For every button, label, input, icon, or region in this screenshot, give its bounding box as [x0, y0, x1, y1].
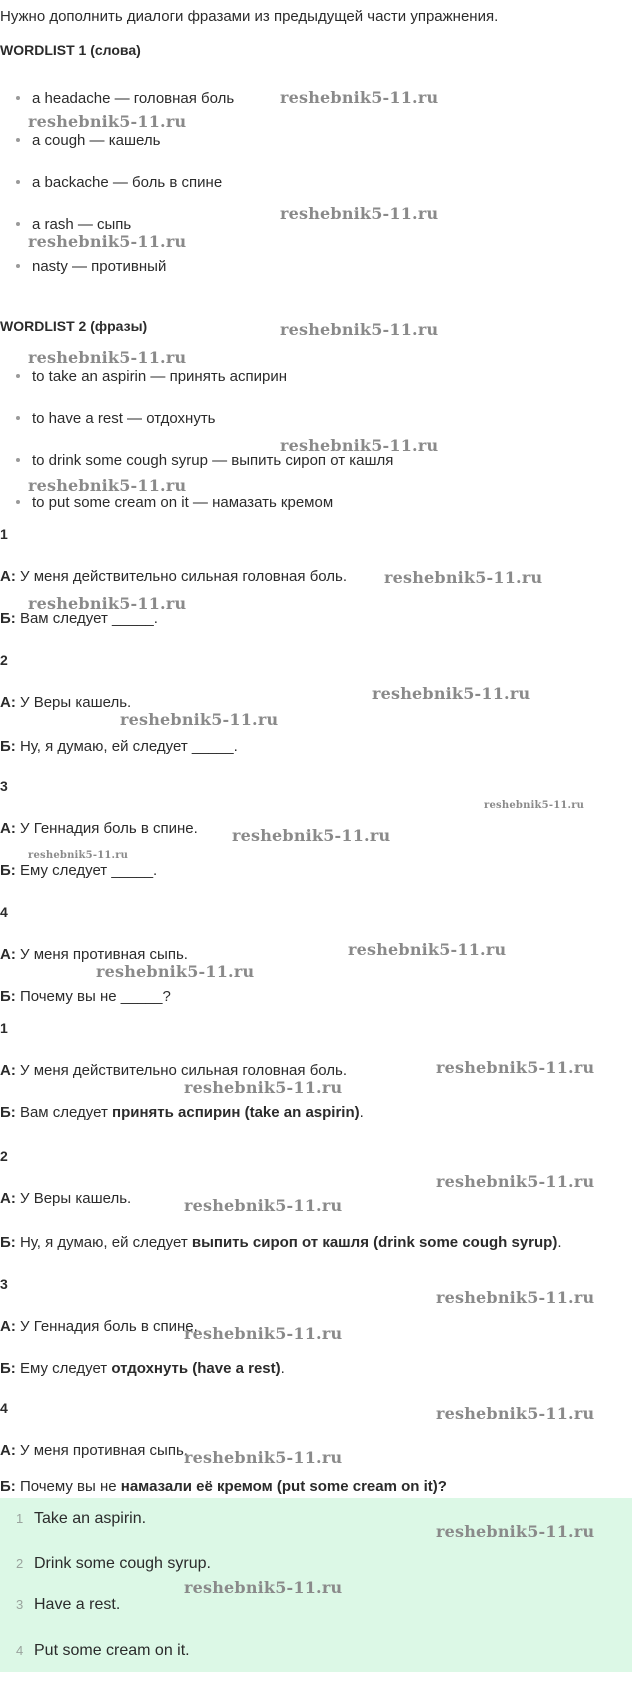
dialog-line-a: А: У Геннадия боль в спине. — [0, 820, 198, 837]
answer-number: 1 — [0, 1020, 8, 1036]
intro-text: Нужно дополнить диалоги фразами из предыдущей части упражнения. — [0, 8, 499, 25]
list-item: to put some cream on it — намазать кремом — [16, 494, 333, 511]
watermark: reshebnik5-11.ru — [96, 962, 255, 981]
watermark: reshebnik5-11.ru — [348, 940, 507, 959]
list-item: a cough — кашель — [16, 132, 160, 149]
watermark: reshebnik5-11.ru — [184, 1578, 343, 1597]
watermark: reshebnik5-11.ru — [28, 232, 187, 251]
bullet-icon — [16, 96, 20, 100]
watermark: reshebnik5-11.ru — [280, 88, 439, 107]
watermark: reshebnik5-11.ru — [384, 568, 543, 587]
watermark: reshebnik5-11.ru — [436, 1058, 595, 1077]
dialog-number: 1 — [0, 526, 8, 542]
bullet-icon — [16, 180, 20, 184]
answer-list-item: 4 Put some cream on it. — [16, 1642, 190, 1659]
watermark: reshebnik5-11.ru — [120, 710, 279, 729]
answer-list-item: 3 Have a rest. — [16, 1596, 121, 1613]
bullet-icon — [16, 416, 20, 420]
answer-list-item: 2 Drink some cough syrup. — [16, 1555, 211, 1572]
answer-line-b: Б: Ему следует отдохнуть (have a rest). — [0, 1360, 285, 1377]
watermark: reshebnik5-11.ru — [28, 112, 187, 131]
watermark: reshebnik5-11.ru — [436, 1288, 595, 1307]
bullet-icon — [16, 264, 20, 268]
answer-line-b: Б: Ну, я думаю, ей следует выпить сироп от кашля (drink some cough syrup). — [0, 1234, 562, 1251]
watermark: reshebnik5-11.ru — [280, 436, 439, 455]
answer-line-a: А: У меня противная сыпь. — [0, 1442, 188, 1459]
watermark: reshebnik5-11.ru — [28, 476, 187, 495]
watermark: reshebnik5-11.ru — [232, 826, 391, 845]
dialog-number: 4 — [0, 904, 8, 920]
answer-line-a: А: У Веры кашель. — [0, 1190, 132, 1207]
wordlist2-heading: WORDLIST 2 (фразы) — [0, 318, 148, 334]
dialog-line-a: А: У Веры кашель. — [0, 694, 132, 711]
bullet-icon — [16, 458, 20, 462]
answer-line-b: Б: Почему вы не намазали её кремом (put some cream on it)? — [0, 1478, 447, 1495]
bullet-icon — [16, 374, 20, 378]
answer-line-a: А: У меня действительно сильная головная боль. — [0, 1062, 348, 1079]
answer-line-b: Б: Вам следует принять аспирин (take an aspirin). — [0, 1104, 364, 1121]
bullet-icon — [16, 222, 20, 226]
watermark: reshebnik5-11.ru — [484, 800, 585, 811]
watermark: reshebnik5-11.ru — [184, 1448, 343, 1467]
list-item: to take an aspirin — принять аспирин — [16, 368, 287, 385]
watermark: reshebnik5-11.ru — [184, 1196, 343, 1215]
watermark: reshebnik5-11.ru — [184, 1078, 343, 1097]
dialog-line-b: Б: Почему вы не _____? — [0, 988, 171, 1005]
dialog-line-b: Б: Вам следует _____. — [0, 610, 158, 627]
wordlist1-heading: WORDLIST 1 (слова) — [0, 42, 141, 58]
watermark: reshebnik5-11.ru — [436, 1522, 595, 1541]
watermark: reshebnik5-11.ru — [436, 1172, 595, 1191]
list-item: a backache — боль в спине — [16, 174, 222, 191]
answer-number: 2 — [0, 1148, 8, 1164]
watermark: reshebnik5-11.ru — [280, 204, 439, 223]
watermark: reshebnik5-11.ru — [436, 1404, 595, 1423]
answer-list-item: 1 Take an aspirin. — [16, 1510, 147, 1527]
watermark: reshebnik5-11.ru — [184, 1324, 343, 1343]
answer-number: 3 — [0, 1276, 8, 1292]
watermark: reshebnik5-11.ru — [280, 320, 439, 339]
dialog-line-a: А: У меня противная сыпь. — [0, 946, 188, 963]
dialog-line-b: Б: Ему следует _____. — [0, 862, 158, 879]
list-item: to drink some cough syrup — выпить сироп от кашля — [16, 452, 393, 469]
watermark: reshebnik5-11.ru — [28, 850, 129, 861]
watermark: reshebnik5-11.ru — [28, 594, 187, 613]
dialog-line-a: А: У меня действительно сильная головная боль. — [0, 568, 348, 585]
list-item: a rash — сыпь — [16, 216, 131, 233]
dialog-number: 3 — [0, 778, 8, 794]
answer-line-a: А: У Геннадия боль в спине. — [0, 1318, 198, 1335]
dialog-number: 2 — [0, 652, 8, 668]
watermark: reshebnik5-11.ru — [372, 684, 531, 703]
bullet-icon — [16, 138, 20, 142]
dialog-line-b: Б: Ну, я думаю, ей следует _____. — [0, 738, 238, 755]
bullet-icon — [16, 500, 20, 504]
list-item: to have a rest — отдохнуть — [16, 410, 216, 427]
list-item: nasty — противный — [16, 258, 166, 275]
list-item: a headache — головная боль — [16, 90, 234, 107]
answer-number: 4 — [0, 1400, 8, 1416]
watermark: reshebnik5-11.ru — [28, 348, 187, 367]
